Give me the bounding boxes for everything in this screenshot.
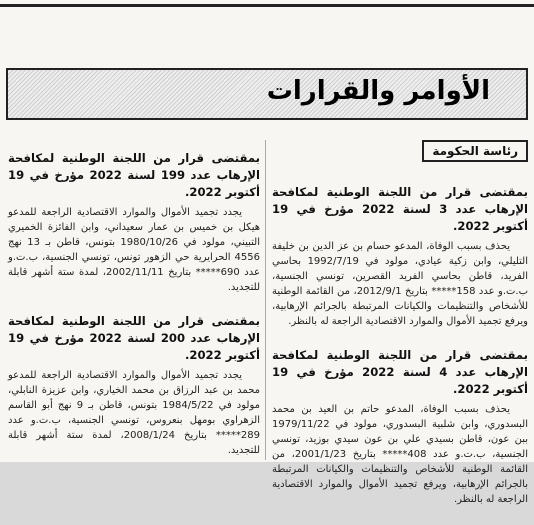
column-divider	[265, 140, 266, 460]
right-column	[272, 140, 528, 525]
section-banner	[6, 68, 528, 120]
decree-heading: بمقتضى قرار من اللجنة الوطنية لمكافحة الإرهاب عدد 200 لسنة 2022 مؤرخ في 19 أكتوبر 2022.	[8, 314, 260, 362]
top-rule	[0, 4, 534, 7]
left-column	[8, 150, 260, 476]
banner-title: الأوامر والقرارات	[266, 76, 490, 106]
decree-item	[8, 150, 260, 295]
decree-item	[272, 184, 528, 329]
decree-body: يحذف بسبب الوفاة، المدعو حاتم بن العيد بن محمد البسدوري، وابن شلبية البسدوري، مولود في 1979/11/22 ببن عون، قاطن بسيدي علي بن عون سيدي بوزيد، تونسي الجنسية، ب.ت.و عدد 408***** بتاريخ 2001/1/23، من القائمة الوطنية للأشخاص والتنظيمات والكيانات المرتبطة بالجرائم الإرهابية، ويرفع تجميد الأموال والموارد الاقتصادية الراجعة له بالنظر.	[272, 404, 529, 505]
section-label: رئاسة الحكومة	[422, 140, 528, 162]
decree-item	[8, 313, 260, 458]
decree-body: يجدد تجميد الأموال والموارد الاقتصادية الراجعة للمدعو هيكل بن خميس بن عمار سعيداني، وابن الفائزة الخميري التبيني، مولود في 1980/10/26 بتونس، قاطن بـ 13 نهج 4556 الحرايرية حي الزهور تونس، تونسي الجنسية، ب.ت.و عدد 690***** بتاريخ 2002/11/11، لمدة ستة أشهر قابلة للتجديد.	[8, 207, 260, 293]
decree-body: يحذف بسبب الوفاة، المدعو حسام بن عز الدين بن خليفة التليلي، وابن زكية عيادي، مولود في 1992/7/19 بحاسي الفريد، قاطن بحاسي الفريد القصرين، تونسي الجنسية، ب.ت.و عدد 158***** بتاريخ 2012/9/1، من القائمة الوطنية للأشخاص والتنظيمات والكيانات المرتبطة بالجرائم الإرهابية، ويرفع تجميد الأموال والموارد الاقتصادية الراجعة له بالنظر.	[272, 241, 529, 327]
decree-heading: بمقتضى قرار من اللجنة الوطنية لمكافحة الإرهاب عدد 199 لسنة 2022 مؤرخ في 19 أكتوبر 2022.	[8, 151, 260, 199]
decree-heading: بمقتضى قرار من اللجنة الوطنية لمكافحة الإرهاب عدد 3 لسنة 2022 مؤرخ في 19 أكتوبر 2022.	[272, 185, 528, 233]
decree-body: يجدد تجميد الأموال والموارد الاقتصادية الراجعة للمدعو محمد بن عبد الرزاق بن محمد الخياري، وابن عزيزة النابلي، مولود في 1984/5/22 بتونس، قاطن بـ 9 نهج أبو القاسم الزهراوي بومهل بنعروس، تونسي الجنسية، ب.ت.و عدد 289***** بتاريخ 2008/1/24، لمدة ستة أشهر قابلة للتجديد.	[8, 370, 260, 456]
decree-heading: بمقتضى قرار من اللجنة الوطنية لمكافحة الإرهاب عدد 4 لسنة 2022 مؤرخ في 19 أكتوبر 2022.	[272, 348, 528, 396]
decree-item	[272, 347, 528, 507]
